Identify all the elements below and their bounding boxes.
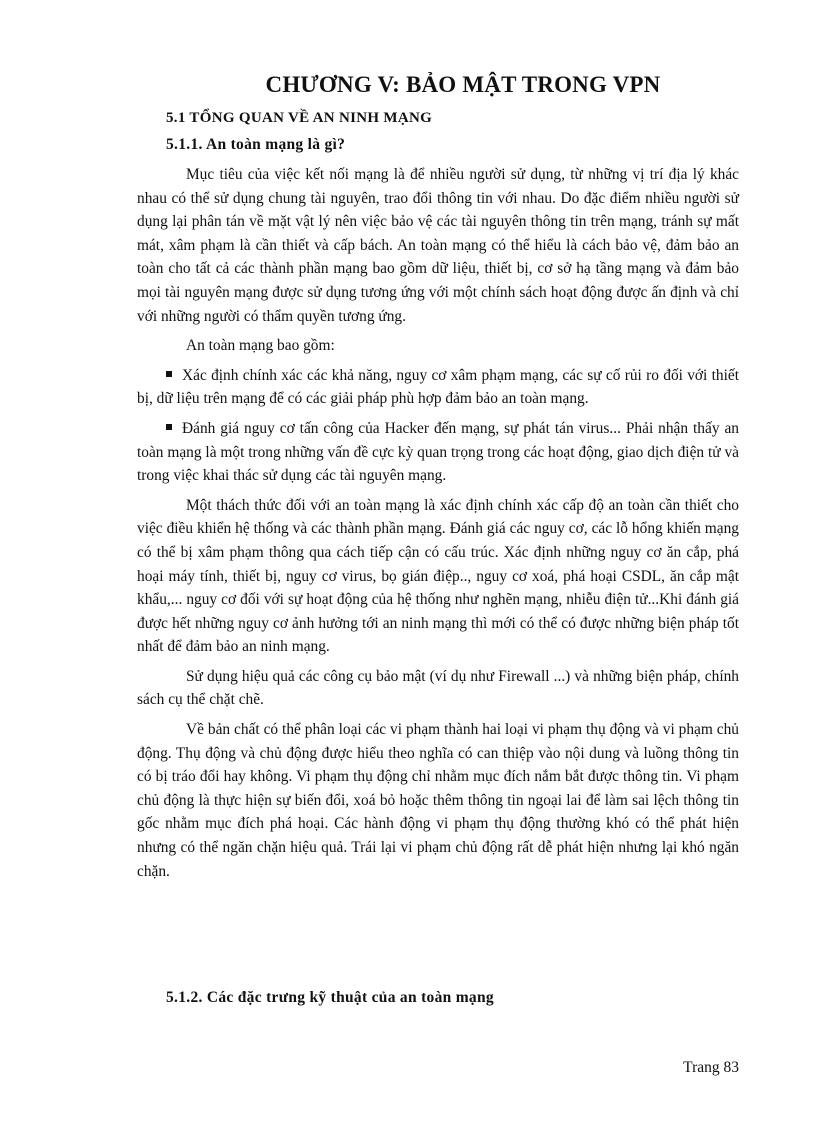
body-text xyxy=(137,163,739,889)
square-bullet-icon xyxy=(166,371,172,377)
subsection-title-5-1-2: 5.1.2. Các đặc trưng kỹ thuật của an toàn mạng xyxy=(166,989,494,1006)
chapter-title: CHƯƠNG V: BẢO MẬT TRONG VPN xyxy=(265,72,661,97)
paragraph-challenge: Một thách thức đối với an toàn mạng là xác định chính xác cấp độ an toàn cần thiết cho việc điều khiển hệ thống và các thành phần mạng. Đánh giá các nguy cơ, các lỗ hổng khiến mạng có thể bị xâm phạm thông qua cách tiếp cận có cấu trúc. Xác định những nguy cơ ăn cắp, phá hoại máy tính, thiết bị, nguy cơ virus, bọ gián điệp.., nguy cơ xoá, phá hoại CSDL, ăn cắp mật khẩu,... nguy cơ đối với sự hoạt động của hệ thống như nghẽn mạng, nhiễu điện tử...Khi đánh giá được hết những nguy cơ ảnh hưởng tới an ninh mạng thì mới có thể có được những biện pháp tốt nhất để đảm bảo an ninh mạng. xyxy=(137,496,739,656)
paragraph-violations: Về bản chất có thể phân loại các vi phạm thành hai loại vi phạm thụ động và vi phạm chủ động. Thụ động và chủ động được hiểu theo nghĩa có can thiệp vào nội dung và luồng thông tin có bị tráo đổi hay không. Vi phạm thụ động chỉ nhằm mục đích nắm bắt được thông tin. Vi phạm chủ động là thực hiện sự biến đổi, xoá bỏ hoặc thêm thông tin ngoại lai để làm sai lệch thông tin gốc nhằm mục đích phá hoại. Các hành động vi phạm thụ động thường khó có thể phát hiện nhưng có thể ngăn chặn hiệu quả. Trái lại vi phạm chủ động rất dễ phát hiện nhưng lại khó ngăn chặn. xyxy=(137,721,739,880)
paragraph-tools: Sử dụng hiệu quả các công cụ bảo mật (ví dụ như Firewall ...) và những biện pháp, chính sách cụ thể chặt chẽ. xyxy=(137,667,739,709)
bullet-item-1 xyxy=(137,364,739,411)
paragraph-intro: Mục tiêu của việc kết nối mạng là để nhiều người sử dụng, từ những vị trí địa lý khác nhau có thể sử dụng chung tài nguyên, trao đổi thông tin với nhau. Do đặc điểm nhiều người sử dụng lại phân tán về mặt vật lý nên việc bảo vệ các tài nguyên thông tin trên mạng, tránh sự mất mát, xâm phạm là cần thiết và cấp bách. An toàn mạng có thể hiểu là cách bảo vệ, đảm bảo an toàn cho tất cả các thành phần mạng bao gồm dữ liệu, thiết bị, cơ sở hạ tầng mạng và đảm bảo mọi tài nguyên mạng được sử dụng tương ứng với một chính sách hoạt động được ấn định và chỉ với những người có thẩm quyền tương ứng. xyxy=(137,166,739,325)
page-number: Trang 83 xyxy=(683,1059,739,1076)
paragraph-list-lead: An toàn mạng bao gồm: xyxy=(186,337,335,355)
square-bullet-icon xyxy=(166,424,172,430)
bullet-item-2-text: Đánh giá nguy cơ tấn công của Hacker đến mạng, sự phát tán virus... Phải nhận thấy an toàn mạng là một trong những vấn đề cực kỳ quan trọng trong các hoạt động, giao dịch điện tử và trong việc khai thác sử dụng các tài nguyên mạng. xyxy=(137,419,739,485)
section-title: 5.1 TỔNG QUAN VỀ AN NINH MẠNG xyxy=(166,110,433,126)
document-page xyxy=(137,62,739,1102)
bullet-item-2 xyxy=(137,417,739,488)
subsection-title-5-1-1: 5.1.1. An toàn mạng là gì? xyxy=(166,136,346,153)
bullet-item-1-text: Xác định chính xác các khả năng, nguy cơ xâm phạm mạng, các sự cố rủi ro đối với thiết bị, dữ liệu trên mạng để có các giải pháp phù hợp đảm bảo an toàn mạng. xyxy=(137,366,739,408)
